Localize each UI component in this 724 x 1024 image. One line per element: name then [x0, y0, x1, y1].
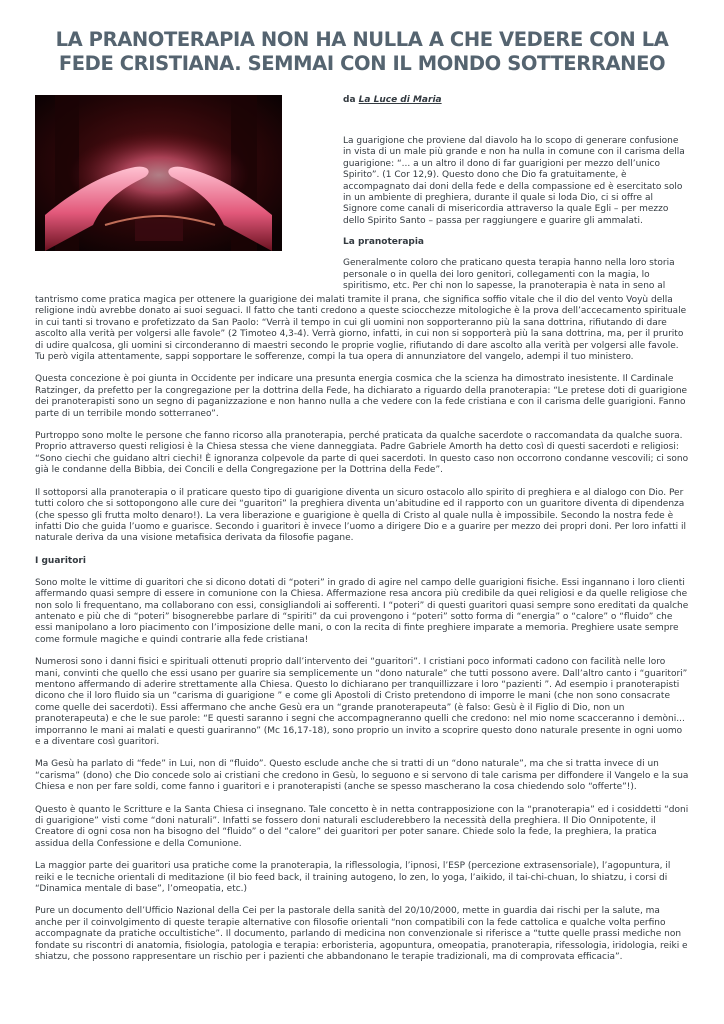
- heading-pranoterapia: La pranoterapia: [343, 237, 425, 248]
- heading-guaritori: I guaritori: [35, 555, 86, 566]
- paragraph-1-end: tantrismo come pratica magica per ottenere la guarigione dei malati tramite il prana, che significa soffio vitale che il dio del vento Voyù della religione indù avrebbe donato ai suoi seguaci. Il fatto che tanti credono a queste sciocchezze mitologiche è la prova dell’accecamento spirituale in cui tanti si trovano e profetizzato da San Paolo: “Verrà il tempo in cui gli uomini non sopporteranno più la sana dottrina, rifiutando di dare ascolto alla verità per volgersi alle favole” (2 Timoteo 4,3-4). Verrà giorno, infatti, in cui non si sopporterà più la sana dottrina, ma, per il prurito di udire qualcosa, gli uomini si circonderanno di maestri secondo le proprie voglie, rifiutando di dare ascolto alla verità per volgersi alle favole. Tu però vigila attentamente, sappi sopportare le sofferenze, compi la tua opera di annunziatore del vangelo, adempi il tuo ministero.: [35, 295, 687, 363]
- article-title: LA PRANOTERAPIA NON HA NULLA A CHE VEDERE CON LA FEDE CRISTIANA. SEMMAI CON IL MONDO SOTTERRANEO: [55, 28, 669, 75]
- paragraph-8: Questo è quanto le Scritture e la Santa Chiesa ci insegnano. Tale concetto è in netta contrapposizione con la “pranoterapia” ed i cosiddetti “doni di guarigione” visti come “doni naturali”. Infatti se fossero doni naturali escluderebbero la necessità della preghiera. Il Dio Onnipotente, il Creatore di ogni cosa non ha bisogno del “fluido” o del “calore” dei guaritori per poter sanare. Chiede solo la fede, la preghiera, la pratica assidua della Confessione e della Comunione.: [35, 804, 689, 849]
- hands-glow-image: [35, 95, 282, 251]
- source-prefix: da: [343, 95, 356, 105]
- paragraph-5: Sono molte le vittime di guaritori che si dicono dotati di “poteri” in grado di agire nel campo delle guarigioni fisiche. Essi ingannano i loro clienti affermando quasi sempre di essere in comunione con la Chiesa. Affermazione resa ancora più credibile da quei religiosi e da quelle religiose che non solo li frequentano, ma collaborano con essi, consigliandoli ai sofferenti. I “poteri” di questi guaritori quasi sempre sono ereditati da qualche antenato e più che di “poteri” bisognerebbe parlare di “spiriti” da cui provengono i “poteri” sotto forma di “energia” o “calore” o “fluido” che essi manipolano a loro piacimento con l’imposizione delle mani, o con la recita di finte preghiere imparate a memoria. Preghiere usate sempre come formule magiche e quindi contrarie alla fede cristiana!: [35, 577, 689, 645]
- article-body: [35, 295, 689, 975]
- paragraph-4: Il sottoporsi alla pranoterapia o il praticare questo tipo di guarigione diventa un sicuro ostacolo allo spirito di preghiera e al dialogo con Dio. Per tutti coloro che si sottopongono alle cure dei “guaritori” la preghiera diventa un’abitudine ed il rapporto con un guaritore diventa di dipendenza (che spesso gli frutta molto denaro!). La vera liberazione e guarigione è quella di Cristo al quale nulla è impossibile. Secondo la nostra fede è infatti Dio che guida l’uomo e guarisce. Secondo i guaritori è invece l’uomo a dirigere Dio e a guarire per mezzo dei propri doni. Per loro infatti il naturale deriva da una visione metafisica derivata da filosofie pagane.: [35, 487, 687, 544]
- paragraph-7: Ma Gesù ha parlato di “fede” in Lui, non di “fluido”. Questo esclude anche che si tratti di un “dono naturale”, ma che si tratta invece di un “carisma” (dono) che Dio concede solo ai cristiani che credono in Gesù, lo seguono e si servono di tale carisma per diffondere il Vangelo e la sua Chiesa e non per fare soldi, come fanno i guaritori e i pranoterapisti (anche se spesso mascherano la cosa chiedendo solo “offerte”!).: [35, 759, 689, 793]
- paragraph-6: Numerosi sono i danni fisici e spirituali ottenuti proprio dall’intervento dei “guaritori”. I cristiani poco informati cadono con facilità nelle loro mani, convinti che quello che essi usano per guarire sia semplicemente un “dono naturale” che tutti possono avere. Dall’altro canto i “guaritori” mentono affermando di aderire strettamente alla Chiesa. Questo lo dichiarano per tranquillizzare i loro “pazienti ”. Ad esempio i pranoterapisti dicono che il loro fluido sia un “carisma di guarigione ” e come gli Apostoli di Cristo pretendono di imporre le mani (che non sono consacrate come quelle dei sacerdoti). Essi affermano che anche Gesù era un “grande pranoterapeuta” (è falso: Gesù è il Figlio di Dio, non un pranoterapeuta) e che le sue parole: “E questi saranno i segni che accompagneranno quelli che credono: nel mio nome scacceranno i demòni... imporranno le mani ai malati e questi guariranno” (Mc 16,17-18), sono proprio un invito a scoprire questo dono naturale presente in ogni uomo e a diventare così guaritori.: [35, 657, 688, 747]
- paragraph-2: Questa concezione è poi giunta in Occidente per indicare una presunta energia cosmica che la scienza ha dimostrato inesistente. Il Cardinale Ratzinger, da prefetto per la congregazione per la dottrina della Fede, ha dichiarato a riguardo della pranoterapia: “Le pretese doti di guarigione dei pranoterapisti sono un segno di paganizzazione e non hanno nulla a che vedere con la fede cristiana e con il carisma delle guarigioni. Fanno parte di un terribile mondo sotterraneo”.: [35, 374, 688, 419]
- paragraph-3: Purtroppo sono molte le persone che fanno ricorso alla pranoterapia, perché praticata da qualche sacerdote o raccomandata da qualche suora. Proprio attraverso questi religiosi è la Chiesa stessa che viene danneggiata. Padre Gabriele Amorth ha detto così di questi sacerdoti e religiosi: “Sono ciechi che guidano altri ciechi! È ignoranza colpevole da parte di quei sacerdoti. In questo caso non occorrono condanne vescovili; ci sono già le condanne della Bibbia, dei Concili e della Congregazione per la Dottrina della Fede”.: [35, 431, 689, 476]
- paragraph-9: La maggior parte dei guaritori usa pratiche come la pranoterapia, la riflessologia, l’ipnosi, l’ESP (percezione extrasensoriale), l’agopuntura, il reiki e le tecniche orientali di meditazione (il bio feed back, il training autogeno, lo zen, lo yoga, l’aikido, il tai-chi-chuan, lo shiatzu, i corsi di “Dinamica mentale di base”, l’omeopatia, etc.): [35, 861, 671, 895]
- paragraph-10: Pure un documento dell’Ufficio Nazional della Cei per la pastorale della sanità del 20/10/2000, mette in guardia dai rischi per la salute, ma anche per il coinvolgimento di queste terapie alternative con filosofie orientali “non compatibili con la fede cattolica e qualche volta perfino accompagnate da pratiche occultistiche”. Il documento, parlando di medicina non convenzionale si riferisce a “tutte quelle prassi mediche non fondate su riscontri di anatomia, fisiologia, patologia e terapia: erboristeria, agopuntura, omeopatia, pranoterapia, rifessologia, iridologia, reiki e shiatzu, che possono rappresentare un rischio per i pazienti che abbandonano le terapie tradizionali, ma di comprovata efficacia”.: [35, 906, 688, 963]
- source-line: [343, 95, 689, 106]
- intro-paragraph: La guarigione che proviene dal diavolo ha lo scopo di generare confusione in vista di un male più grande e non ha nulla in comune con il carisma della guarigione: “... a un altro il dono di far guarigioni per mezzo dell’unico Spirito”. (1 Cor 12,9). Questo dono che Dio fa gratuitamente, è accompagnato dai doni della fede e della compassione ed è esercitato solo in un ambiente di preghiera, durante il quale si loda Dio, ci si offre al Signore come canali di misericordia attraverso la quale Egli – per mezzo dello Spirito Santo – passa per raggiungere e guarire gli ammalati.: [343, 136, 685, 226]
- intro-column: [343, 95, 689, 292]
- paragraph-1-start: Generalmente coloro che praticano questa terapia hanno nella loro storia personale o in quella dei loro genitori, collegamenti con la magia, lo spiritismo, etc. Per chi non lo sapesse, la pranoterapia è nata in seno al: [343, 258, 675, 292]
- hands-photo: [35, 95, 282, 251]
- source-link[interactable]: La Luce di Maria: [358, 95, 442, 105]
